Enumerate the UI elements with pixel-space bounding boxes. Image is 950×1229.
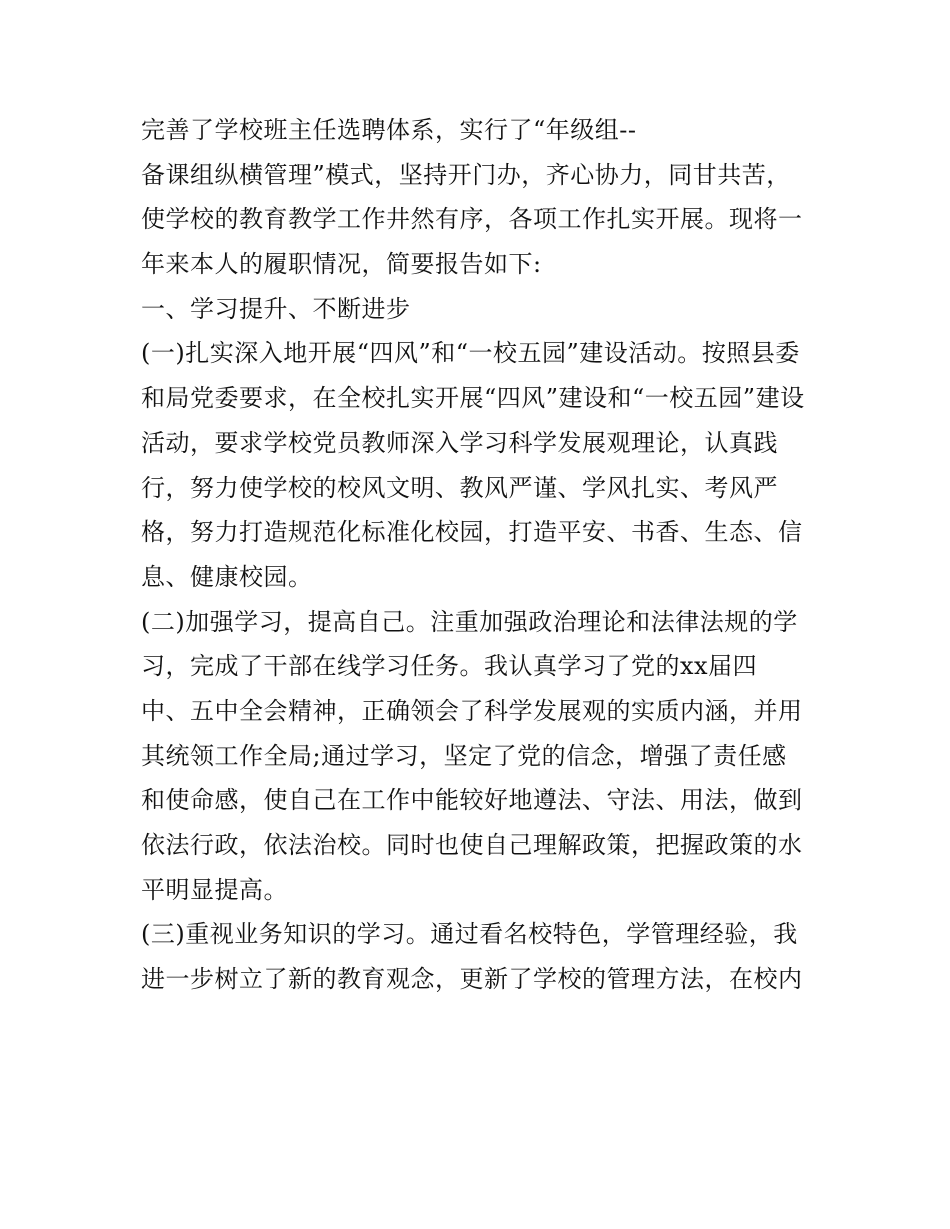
text-line: (三)重视业务知识的学习。通过看名校特色，学管理经验，我 [141, 920, 798, 949]
text-line: 其统领工作全局;通过学习，坚定了党的信念，增强了责任感 [141, 741, 787, 770]
text-line: 行，努力使学校的校风文明、教风严谨、学风扎实、考风严 [141, 473, 778, 502]
text-line: 年来本人的履职情况，简要报告如下: [141, 250, 542, 279]
text-line: (二)加强学习，提高自己。注重加强政治理论和法律法规的学 [141, 607, 798, 636]
text-line: 息、健康校园。 [141, 562, 313, 591]
text-line: 备课组纵横管理”模式，坚持开门办，齐心协力，同甘共苦， [141, 160, 791, 189]
text-line: 和局党委要求，在全校扎实开展“四风”建设和“一校五园”建设 [141, 384, 805, 413]
text-line: 格，努力打造规范化标准化校园，打造平安、书香、生态、信 [141, 518, 803, 547]
text-line: 完善了学校班主任选聘体系，实行了“年级组-- [141, 116, 637, 144]
section-heading: 一、学习提升、不断进步 [141, 294, 411, 323]
text-line: 平明显提高。 [141, 875, 288, 904]
text-line: (一)扎实深入地开展“四风”和“一校五园”建设活动。按照县委 [141, 339, 800, 368]
text-line: 中、五中全会精神，正确领会了科学发展观的实质内涵，并用 [141, 696, 803, 725]
text-line: 活动，要求学校党员教师深入学习科学发展观理论，认真践 [141, 428, 778, 457]
text-line: 进一步树立了新的教育观念，更新了学校的管理方法，在校内 [141, 965, 803, 994]
text-line: 使学校的教育教学工作井然有序，各项工作扎实开展。现将一 [141, 205, 803, 234]
text-line: 依法行政，依法治校。同时也使自己理解政策，把握政策的水 [141, 831, 803, 859]
document-body [141, 108, 821, 1002]
text-line: 和使命感，使自己在工作中能较好地遵法、守法、用法，做到 [141, 786, 803, 815]
text-line: 习，完成了干部在线学习任务。我认真学习了党的xx届四 [141, 652, 758, 681]
